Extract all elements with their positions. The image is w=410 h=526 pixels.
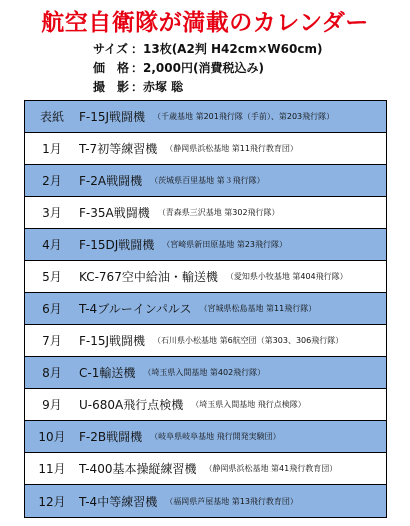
meta-photo xyxy=(93,79,183,95)
row-aircraft: T-7初等練習機 xyxy=(79,142,158,156)
table-row-may xyxy=(25,261,386,293)
photo-label: 撮 影 xyxy=(93,80,130,94)
row-base: （石川県小松基地 第6航空団（第303、306飛行隊） xyxy=(153,336,344,345)
row-base: （静岡県浜松基地 第11飛行教育団） xyxy=(165,144,298,153)
size-label: サイズ xyxy=(93,42,129,56)
row-month: 1月 xyxy=(42,142,62,156)
row-aircraft: F-15DJ戦闘機 xyxy=(79,238,155,252)
price-value: ：2,000円(消費税込み) xyxy=(131,61,264,75)
table-row-dec xyxy=(25,485,386,517)
row-aircraft: C-1輸送機 xyxy=(79,366,136,380)
photo-value: ：赤塚 聡 xyxy=(131,80,184,94)
row-base: （岐阜県岐阜基地 飛行開発実験団） xyxy=(150,432,281,441)
row-month: 4月 xyxy=(42,238,62,252)
table-row-jun xyxy=(25,293,386,325)
row-month: 7月 xyxy=(42,334,62,348)
calendar-table xyxy=(24,100,387,518)
row-base: （茨城県百里基地 第３飛行隊） xyxy=(150,176,265,185)
table-row-oct xyxy=(25,421,386,453)
row-base: （埼玉県入間基地 飛行点検隊） xyxy=(191,400,306,409)
meta-size xyxy=(93,41,322,57)
price-label: 価 格 xyxy=(93,61,130,75)
row-month: 10月 xyxy=(38,430,66,444)
row-base: （埼玉県入間基地 第402飛行隊） xyxy=(143,368,266,377)
row-aircraft: F-35A戦闘機 xyxy=(79,206,150,220)
row-month: 3月 xyxy=(42,206,62,220)
row-month: 5月 xyxy=(42,270,62,284)
row-month: 12月 xyxy=(38,494,66,509)
table-row-feb xyxy=(25,165,386,197)
table-row-nov xyxy=(25,453,386,485)
page-title: 航空自衛隊が満載のカレンダー xyxy=(41,10,369,36)
row-base: （宮崎県新田原基地 第23飛行隊） xyxy=(162,240,288,249)
table-row-jan xyxy=(25,133,386,165)
row-aircraft: T-4中等練習機 xyxy=(79,494,158,509)
table-row-cover xyxy=(25,101,386,133)
row-month: 6月 xyxy=(42,302,62,316)
row-aircraft: T-400基本操縦練習機 xyxy=(79,462,197,476)
table-row-jul xyxy=(25,325,386,357)
row-aircraft: F-2B戦闘機 xyxy=(79,430,143,444)
row-base: （千歳基地 第201飛行隊（手前）、第203飛行隊） xyxy=(153,112,335,121)
table-row-apr xyxy=(25,229,386,261)
row-base: （青森県三沢基地 第302飛行隊） xyxy=(157,208,280,217)
meta-price xyxy=(93,60,264,76)
row-base: （愛知県小牧基地 第404飛行隊） xyxy=(225,272,348,281)
row-base: （静岡県浜松基地 第41飛行教育団） xyxy=(204,464,338,473)
table-row-mar xyxy=(25,197,386,229)
table-row-aug xyxy=(25,357,386,389)
size-value: ：13枚(A2判 H42cm×W60cm) xyxy=(131,42,323,56)
row-base: （宮城県松島基地 第11飛行隊） xyxy=(199,304,317,313)
row-month: 表紙 xyxy=(39,110,64,124)
row-month: 8月 xyxy=(42,366,62,380)
table-row-sep xyxy=(25,389,386,421)
row-aircraft: U-680A飛行点検機 xyxy=(79,398,184,412)
row-aircraft: F-15J戦闘機 xyxy=(79,334,146,348)
row-month: 11月 xyxy=(38,462,66,476)
row-month: 2月 xyxy=(42,174,62,188)
row-aircraft: F-15J戦闘機 xyxy=(79,110,146,124)
row-aircraft: T-4ブルーインパルス xyxy=(79,302,192,316)
row-month: 9月 xyxy=(42,398,62,412)
row-aircraft: KC-767空中給油・輸送機 xyxy=(79,270,218,284)
row-base: （福岡県芦屋基地 第13飛行教育団） xyxy=(165,496,298,506)
row-aircraft: F-2A戦闘機 xyxy=(79,174,143,188)
